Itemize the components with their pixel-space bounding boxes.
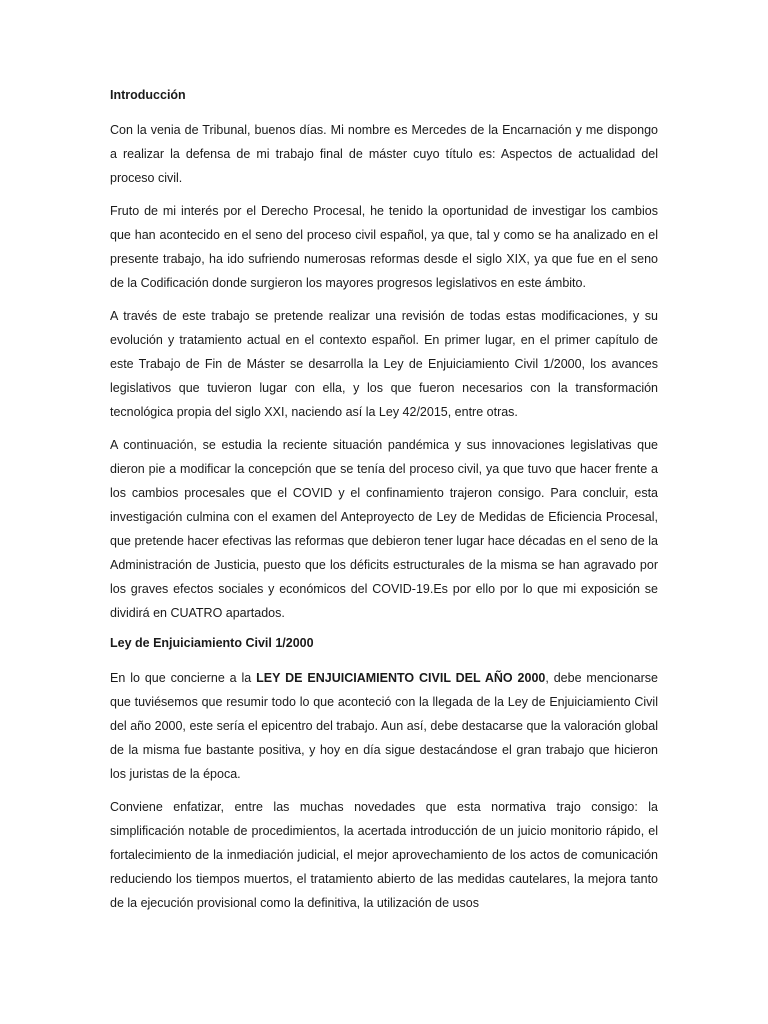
paragraph-5 <box>110 666 658 786</box>
paragraph-1: Con la venia de Tribunal, buenos días. Mi nombre es Mercedes de la Encarnación y me dispongo a realizar la defensa de mi trabajo final de máster cuyo título es: Aspectos de actualidad del proceso civil. <box>110 123 658 185</box>
paragraph-4: A continuación, se estudia la reciente situación pandémica y sus innovaciones legislativas que dieron pie a modificar la concepción que se tenía del proceso civil, ya que tuvo que hacer frente a los cambios procesales que el COVID y el confinamiento trajeron consigo. Para concluir, esta investigación culmina con el examen del Anteproyecto de Ley de Medidas de Eficiencia Procesal, que pretende hacer efectivas las reformas que debieron tener lugar hace décadas en el seno de la Administración de Justicia, puesto que los déficits estructurales de la misma se han agravado por los graves efectos sociales y económicos del COVID-19.Es por ello por lo que mi exposición se dividirá en CUATRO apartados. <box>110 438 658 620</box>
paragraph-5-intro: En lo que concierne a la <box>110 671 257 685</box>
paragraph-5-bold: LEY DE ENJUICIAMIENTO CIVIL DEL AÑO 2000 <box>256 671 546 685</box>
paragraph-3: A través de este trabajo se pretende realizar una revisión de todas estas modificaciones, y su evolución y tratamiento actual en el contexto español. En primer lugar, en el primer capítulo de este Trabajo de Fin de Máster se desarrolla la Ley de Enjuiciamiento Civil 1/2000, los avances legislativos que tuvieron lugar con ella, y los que fueron necesarios con la transformación tecnológica propia del siglo XXI, naciendo así la Ley 42/2015, entre otras. <box>110 309 658 419</box>
section-title-ley-enjuiciamiento: Ley de Enjuiciamiento Civil 1/2000 <box>110 636 314 650</box>
paragraph-2: Fruto de mi interés por el Derecho Procesal, he tenido la oportunidad de investigar los cambios que han acontecido en el seno del proceso civil español, ya que, tal y como se ha analizado en el presente trabajo, ha ido sufriendo numerosas reformas desde el siglo XIX, ya que fue en el seno de la Codificación donde surgieron los mayores progresos legislativos en este ámbito. <box>110 204 658 290</box>
section-title-introduccion: Introducción <box>110 88 186 102</box>
paragraph-5-rest: , debe mencionarse que tuviésemos que resumir todo lo que aconteció con la llegada de la Ley de Enjuiciamiento Civil del año 2000, este sería el epicentro del trabajo. Aun así, debe destacarse que la valoración global de la misma fue bastante positiva, y hoy en día sigue destacándose el gran trabajo que hicieron los juristas de la época. <box>110 671 658 781</box>
document-page <box>110 86 658 924</box>
paragraph-6: Conviene enfatizar, entre las muchas novedades que esta normativa trajo consigo: la simplificación notable de procedimientos, la acertada introducción de un juicio monitorio rápido, el fortalecimiento de la inmediación judicial, el mejor aprovechamiento de los actos de comunicación reduciendo los tiempos muertos, el tratamiento abierto de las medidas cautelares, la mejora tanto de la ejecución provisional como la definitiva, la utilización de usos <box>110 800 658 910</box>
